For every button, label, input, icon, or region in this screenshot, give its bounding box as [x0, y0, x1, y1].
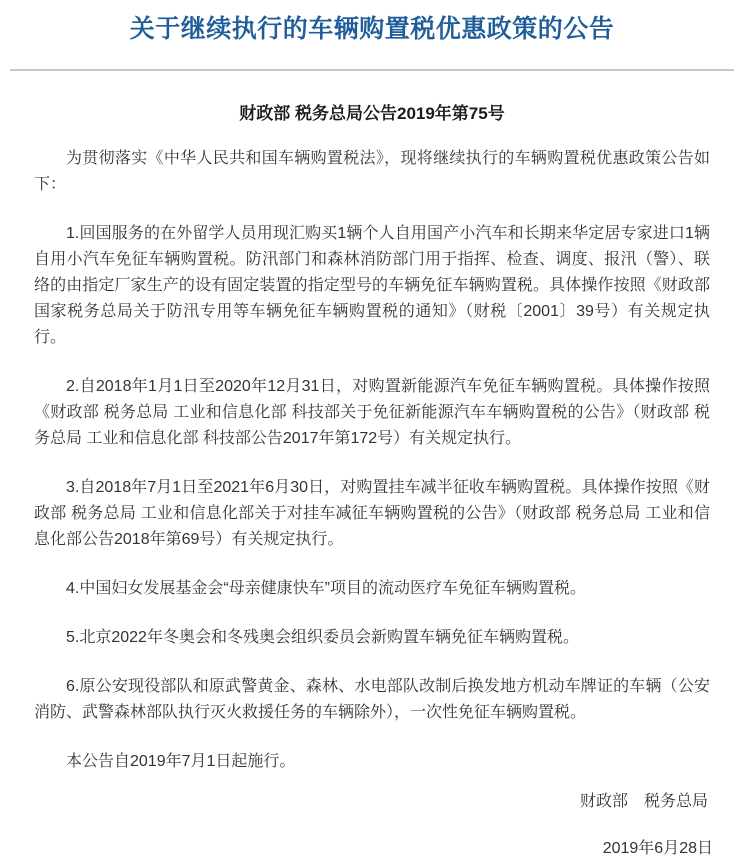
document-number: 财政部 税务总局公告2019年第75号 — [239, 104, 505, 123]
policy-item-5: 5.北京2022年冬奥会和冬残奥会组织委员会新购置车辆免征车辆购置税。 — [66, 629, 579, 646]
policy-item-3: 3.自2018年7月1日至2021年6月30日，对购置挂车减半征收车辆购置税。具体操作按照《财政部 税务总局 工业和信息化部关于对挂车减征车辆购置税的公告》（财政部 税务总局 工业和信息化部公告2018年第69号）有关规定执行。 — [34, 479, 710, 548]
intro-paragraph: 为贯彻落实《中华人民共和国车辆购置税法》，现将继续执行的车辆购置税优惠政策公告如下： — [34, 150, 710, 193]
announcement-body — [0, 146, 744, 775]
policy-item-4: 4.中国妇女发展基金会“母亲健康快车”项目的流动医疗车免征车辆购置税。 — [66, 580, 587, 597]
policy-item-6: 6.原公安现役部队和原武警黄金、森林、水电部队改制后换发地方机动车牌证的车辆（公安消防、武警森林部队执行灭火救援任务的车辆除外），一次性免征车辆购置税。 — [34, 678, 710, 721]
policy-item-2: 2.自2018年1月1日至2020年12月31日，对购置新能源汽车免征车辆购置税。具体操作按照《财政部 税务总局 工业和信息化部 科技部关于免征新能源汽车车辆购置税的公告》（财政部 税务总局 工业和信息化部 科技部公告2017年第172号）有关规定执行。 — [34, 378, 710, 447]
issuing-authority-signature: 财政部 税务总局 — [579, 793, 708, 810]
title-divider — [10, 69, 734, 71]
effective-date-paragraph: 本公告自2019年7月1日起施行。 — [66, 753, 296, 770]
policy-item-1: 1.回国服务的在外留学人员用现汇购买1辆个人自用国产小汽车和长期来华定居专家进口1辆自用小汽车免征车辆购置税。防汛部门和森林消防部门用于指挥、检查、调度、报汛（警）、联络的由指定厂家生产的设有固定装置的指定型号的车辆免征车辆购置税。具体操作按照《财政部 国家税务总局关于防汛专用等车辆免征车辆购置税的通知》（财税〔2001〕39号）有关规定执行。 — [34, 225, 710, 346]
page-title: 关于继续执行的车辆购置税优惠政策的公告 — [129, 15, 615, 43]
issue-date: 2019年6月28日 — [602, 840, 713, 857]
